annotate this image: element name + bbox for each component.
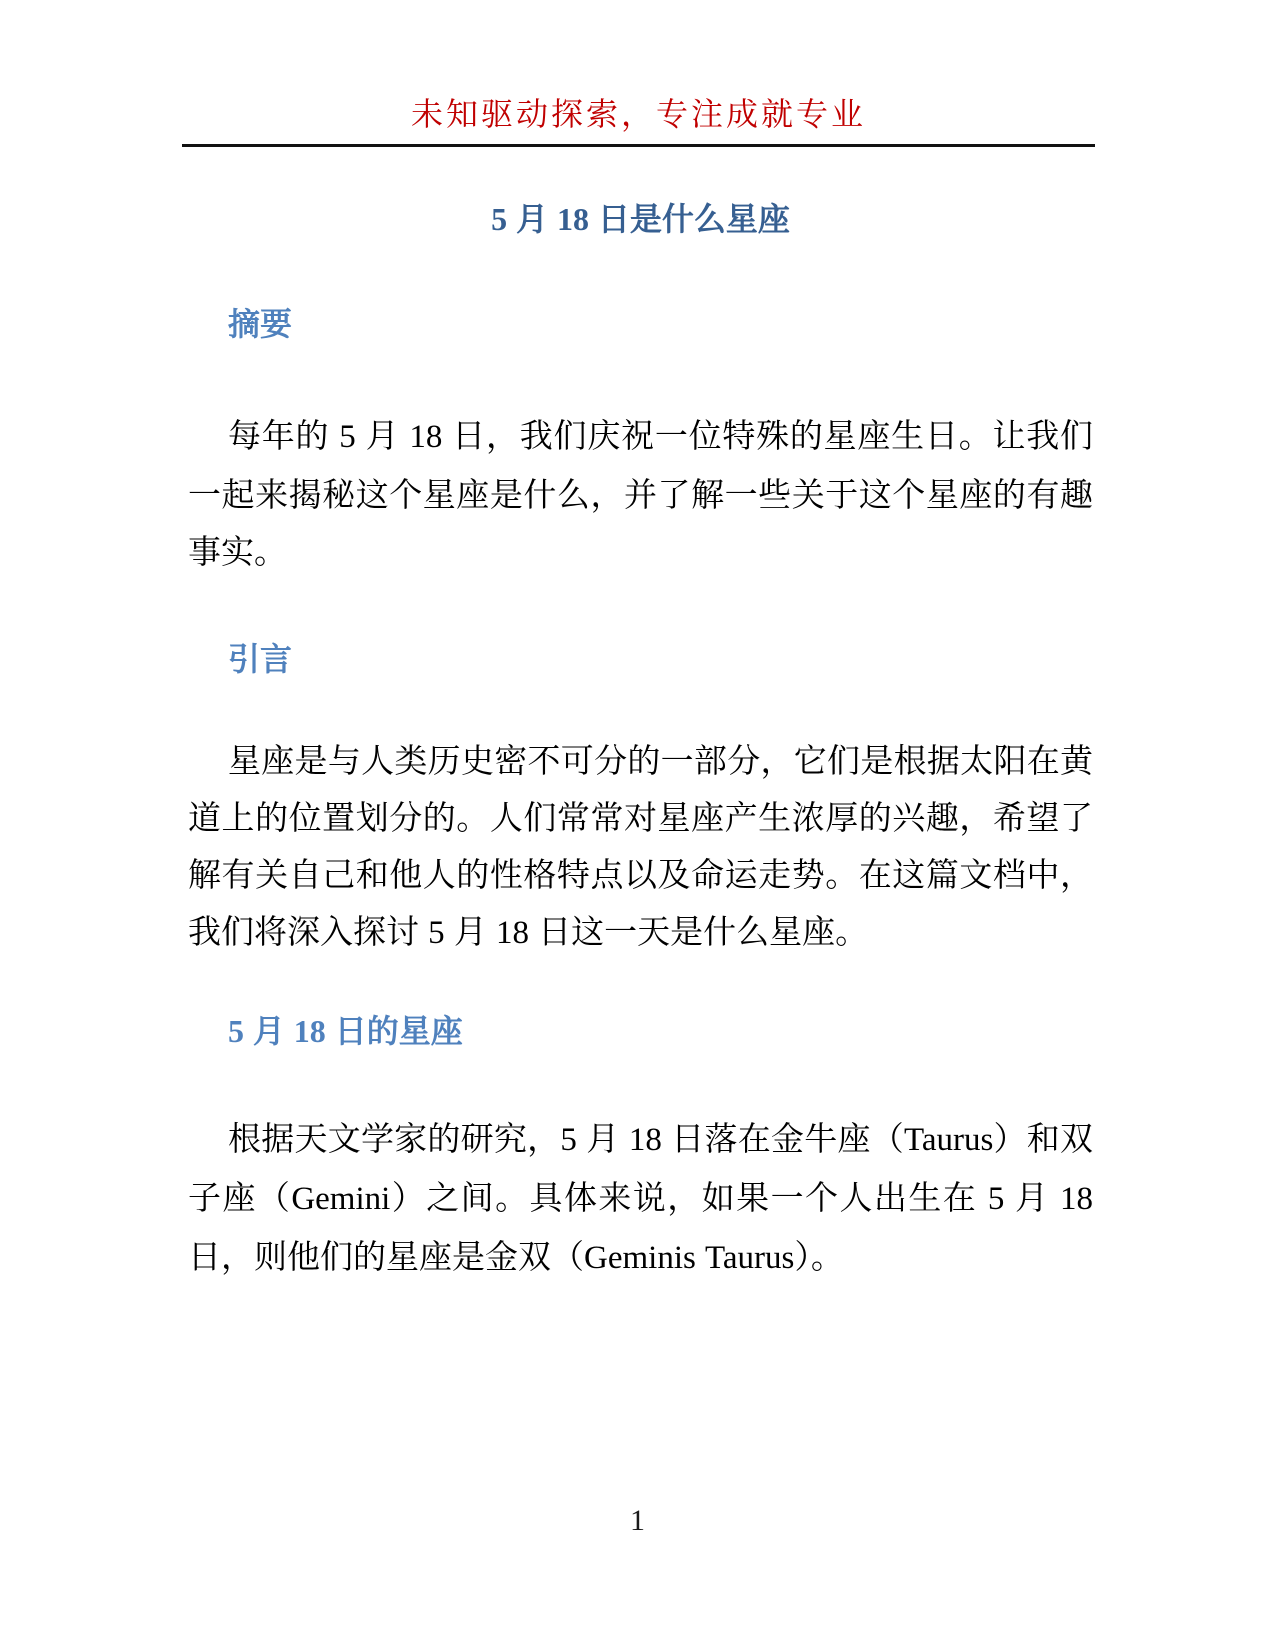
heading-abstract: 摘要	[228, 306, 293, 342]
header-slogan: 未知驱动探索，专注成就专业	[410, 96, 866, 132]
page-footer	[0, 1504, 1275, 1538]
heading-zodiac-of-may-18: 5 月 18 日的星座	[228, 1013, 463, 1049]
paragraph-abstract: 每年的 5 月 18 日，我们庆祝一位特殊的星座生日。让我们一起来揭秘这个星座是什么，并了解一些关于这个星座的有趣事实。	[188, 417, 1093, 570]
header-divider	[182, 144, 1095, 147]
document-title: 5 月 18 日是什么星座	[491, 201, 790, 237]
document-body	[188, 197, 1093, 1287]
page-header	[182, 0, 1095, 147]
paragraph-introduction: 星座是与人类历史密不可分的一部分，它们是根据太阳在黄道上的位置划分的。人们常常对星座产生浓厚的兴趣，希望了解有关自己和他人的性格特点以及命运走势。在这篇文档中，我们将深入探讨 5 月 18 日这一天是什么星座。	[188, 742, 1093, 951]
page-number: 1	[630, 1504, 645, 1537]
heading-introduction: 引言	[228, 641, 293, 677]
paragraph-zodiac-of-may-18: 根据天文学家的研究，5 月 18 日落在金牛座（Taurus）和双子座（Gemini）之间。具体来说，如果一个人出生在 5 月 18 日，则他们的星座是金双（Geminis Taurus）。	[188, 1120, 1094, 1276]
